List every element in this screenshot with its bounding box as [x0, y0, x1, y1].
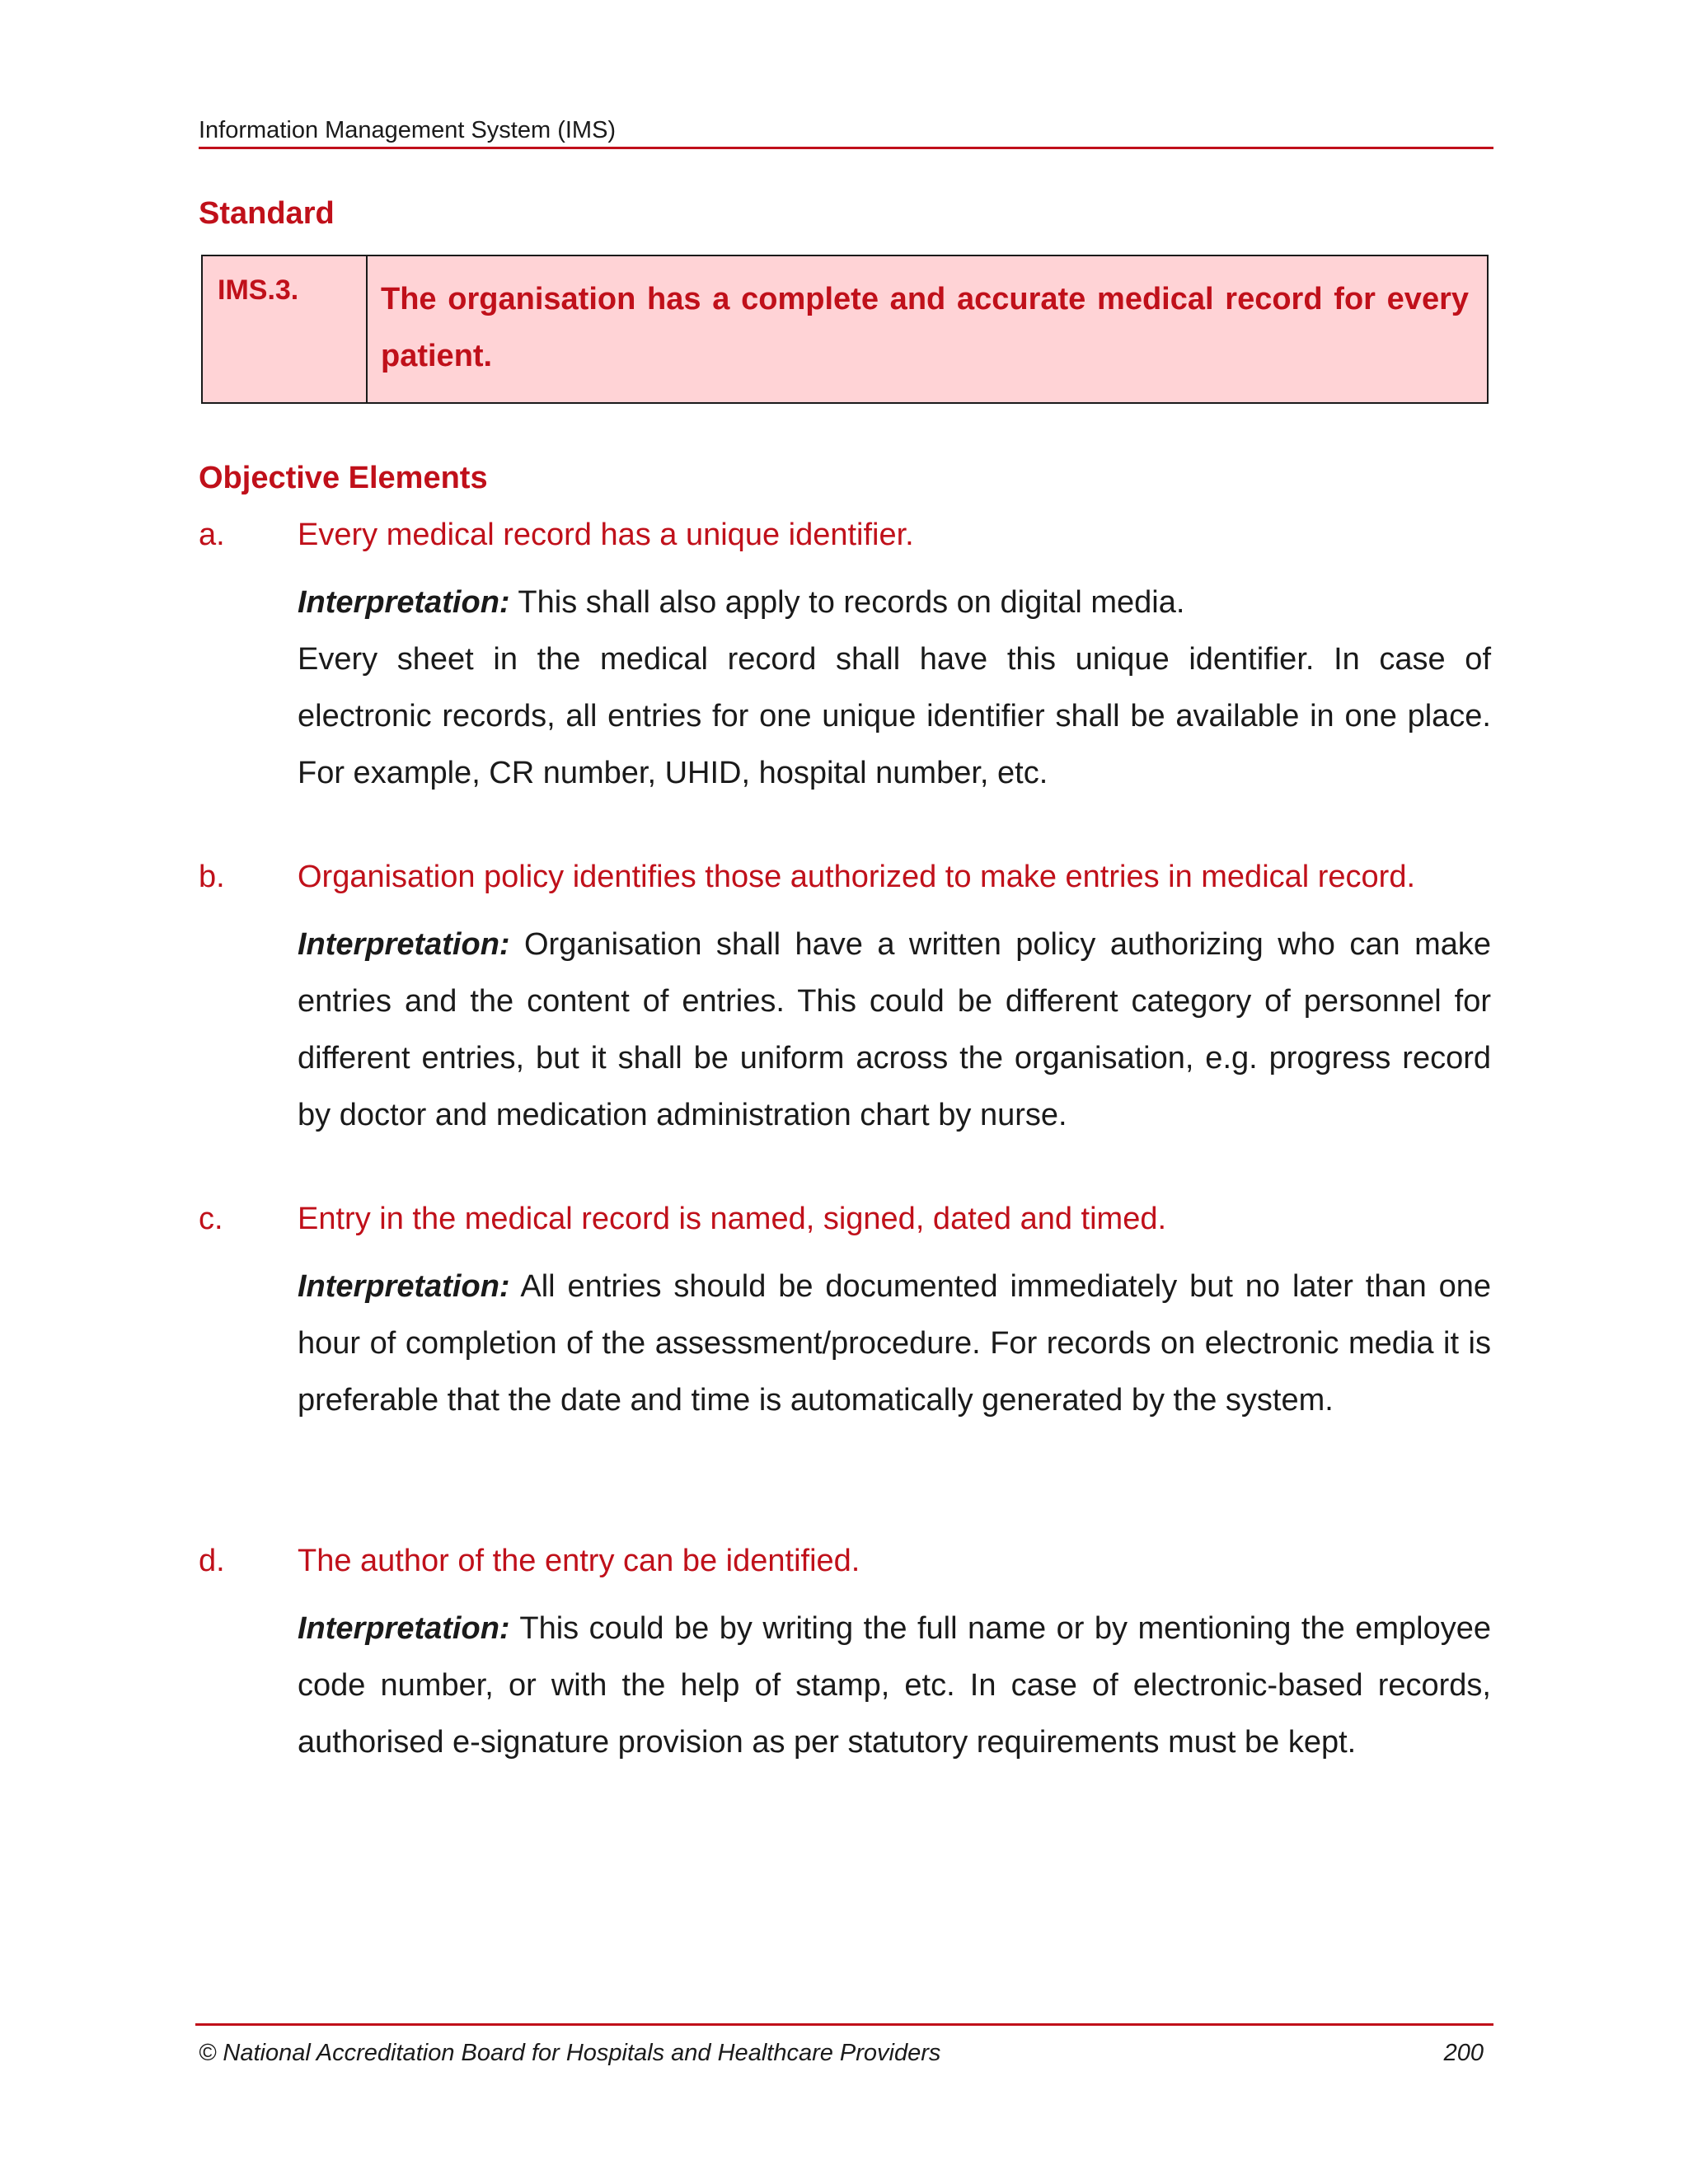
element-title: The author of the entry can be identified. — [298, 1544, 860, 1578]
standard-heading: Standard — [199, 196, 335, 231]
element-letter: d. — [199, 1544, 225, 1578]
element-interpretation — [298, 916, 1491, 1144]
page-number: 200 — [1443, 2040, 1484, 2066]
interpretation-label: Interpretation: — [298, 927, 510, 962]
interpretation-label: Interpretation: — [298, 1611, 510, 1646]
interpretation-text: Organisation shall have a written policy authorizing who can make entries and the content of entries. This could be different category of personnel for different entries, but it shall be uniform across the organisation, e.g. progress record by doctor and medication administration chart by nurse. — [298, 927, 1491, 1132]
header-rule — [199, 147, 1493, 149]
standard-box — [201, 255, 1489, 404]
element-interpretation — [298, 1258, 1491, 1429]
element-interpretation — [298, 574, 1491, 802]
element-letter: c. — [199, 1202, 223, 1236]
element-title: Every medical record has a unique identifier. — [298, 518, 914, 552]
interpretation-text: This shall also apply to records on digital media. — [509, 585, 1185, 620]
standard-text: The organisation has a complete and accurate medical record for every patient. — [381, 282, 1469, 373]
element-title: Organisation policy identifies those authorized to make entries in medical record. — [298, 860, 1416, 894]
interpretation-extra-text: Every sheet in the medical record shall have this unique identifier. In case of electronic records, all entries for one unique identifier shall be available in one place. For example, CR number, UHID, hospital number, etc. — [298, 642, 1491, 790]
running-header: Information Management System (IMS) — [199, 117, 617, 143]
objective-elements-heading: Objective Elements — [199, 461, 488, 495]
interpretation-label: Interpretation: — [298, 585, 510, 620]
element-letter: b. — [199, 860, 225, 894]
standard-code: IMS.3. — [218, 274, 299, 306]
footer-copyright: © National Accreditation Board for Hospitals and Healthcare Providers — [199, 2040, 941, 2066]
element-letter: a. — [199, 518, 225, 552]
interpretation-label: Interpretation: — [298, 1269, 510, 1304]
footer-rule — [195, 2023, 1493, 2026]
standard-box-divider — [366, 256, 368, 402]
element-title: Entry in the medical record is named, signed, dated and timed. — [298, 1202, 1167, 1236]
interpretation-text: This could be by writing the full name or by mentioning the employee code number, or with the help of stamp, etc. In case of electronic-based records, authorised e-signature provision as per statutory requirements must be kept. — [298, 1611, 1491, 1760]
interpretation-text: All entries should be documented immediately but no later than one hour of completion of the assessment/procedure. For records on electronic media it is preferable that the date and time is automatically generated by the system. — [298, 1269, 1491, 1418]
element-interpretation — [298, 1601, 1491, 1771]
